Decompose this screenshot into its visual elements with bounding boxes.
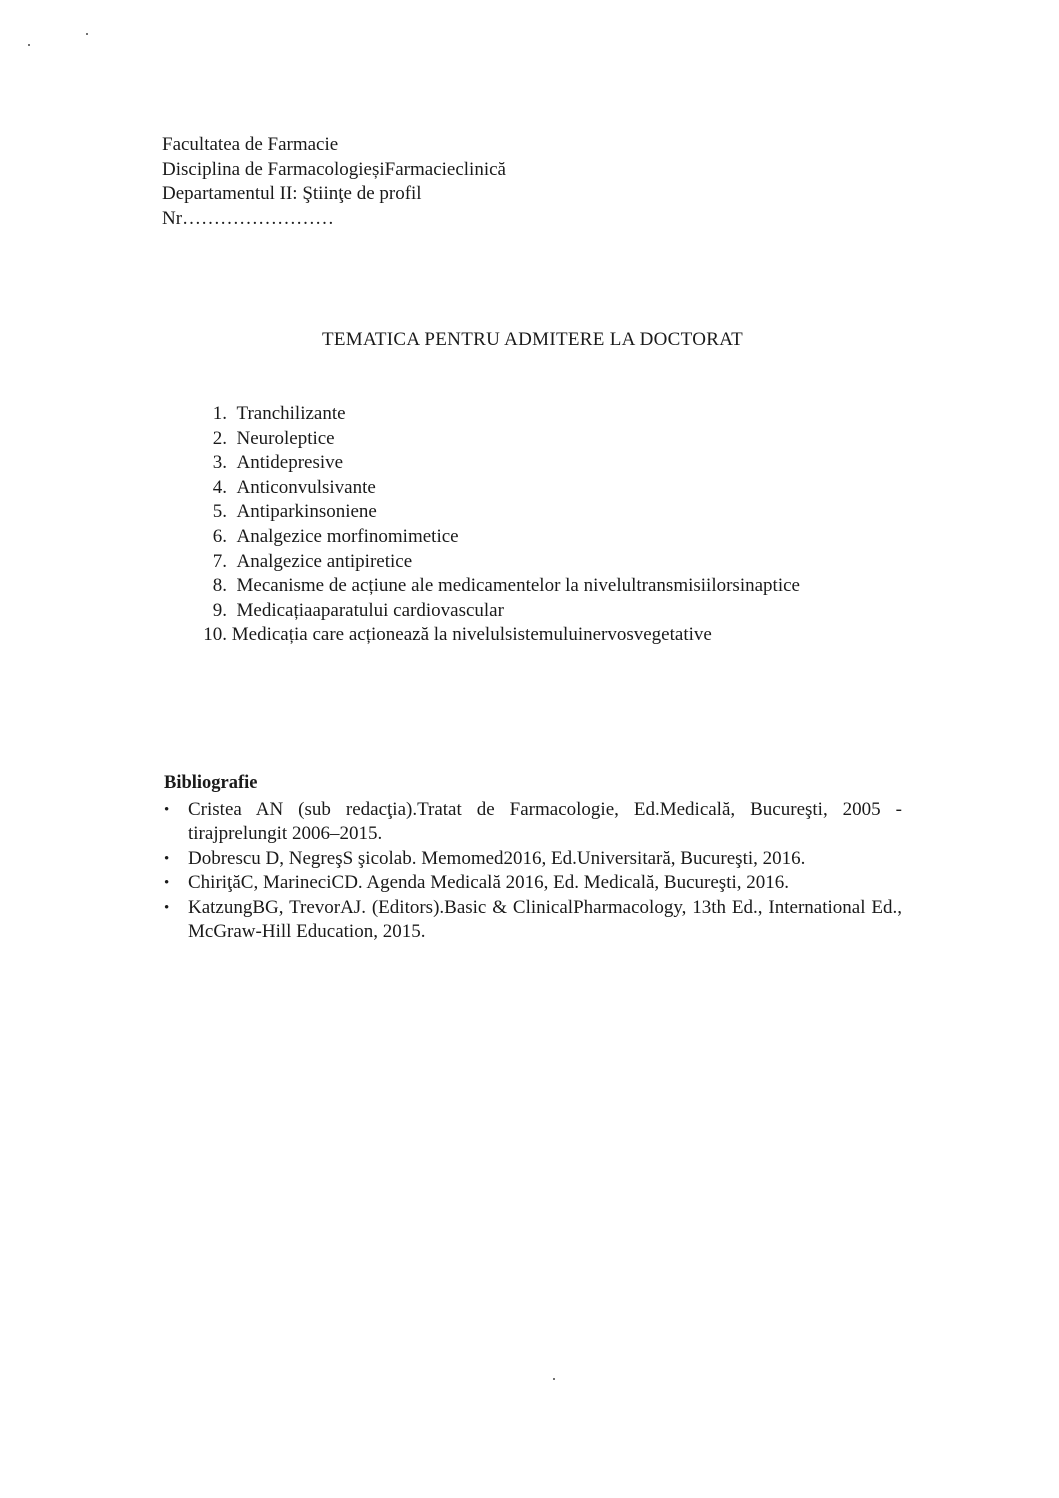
bibliography-list	[164, 798, 902, 944]
bullet-icon: •	[164, 802, 170, 818]
document-title: TEMATICA PENTRU ADMITERE LA DOCTORAT	[321, 329, 744, 350]
faculty-line: Facultatea de Farmacie	[162, 134, 339, 155]
topic-item: 2. Neuroleptice	[212, 427, 335, 449]
discipline-line: Disciplina de FarmacologieșiFarmacieclinică	[162, 158, 506, 180]
bullet-icon: •	[164, 875, 170, 892]
topic-item: 10. Medicația care acționează la nivelulsistemuluinervosvegetative	[203, 624, 712, 646]
document-header	[162, 133, 506, 231]
registration-number-line: Nr……………………	[162, 207, 335, 229]
scan-speck	[28, 44, 30, 46]
bullet-icon: •	[164, 850, 170, 867]
topic-item: 4. Anticonvulsivante	[212, 476, 376, 498]
bibliography-item: • KatzungBG, TrevorAJ. (Editors).Basic & ClinicalPharmacology, 13th Ed., International Ed., McGraw-Hill Education, 2015.	[164, 896, 902, 945]
bibliography-item: • Dobrescu D, NegreşS şicolab. Memomed2016, Ed.Universitară, Bucureşti, 2016.	[164, 847, 902, 871]
topics-list	[193, 402, 800, 648]
scan-speck	[86, 33, 88, 35]
topic-item: 7. Analgezice antipiretice	[212, 550, 413, 572]
department-line: Departamentul II: Ştiinţe de profil	[162, 183, 422, 204]
topic-item: 9. Medicațiaaparatului cardiovascular	[212, 599, 504, 621]
topic-item: 5. Antiparkinsoniene	[212, 501, 377, 523]
topic-item: 3. Antidepresive	[212, 452, 344, 474]
topic-item: 1. Tranchilizante	[212, 403, 346, 424]
scan-speck	[553, 1378, 555, 1380]
bibliography-item: • ChiriţăC, MarineciCD. Agenda Medicală 2016, Ed. Medicală, Bucureşti, 2016.	[164, 871, 902, 895]
topic-item: 6. Analgezice morfinomimetice	[212, 525, 459, 547]
topic-item: 8. Mecanisme de acțiune ale medicamentelor la nivelultransmisiilorsinaptice	[212, 575, 800, 597]
bullet-icon: •	[164, 899, 170, 916]
bibliography-item: • Cristea AN (sub redacţia).Tratat de Farmacologie, Ed.Medicală, Bucureşti, 2005 - tirajprelungit 2006–2015.	[164, 798, 902, 847]
bibliography-heading: Bibliografie	[164, 773, 258, 793]
